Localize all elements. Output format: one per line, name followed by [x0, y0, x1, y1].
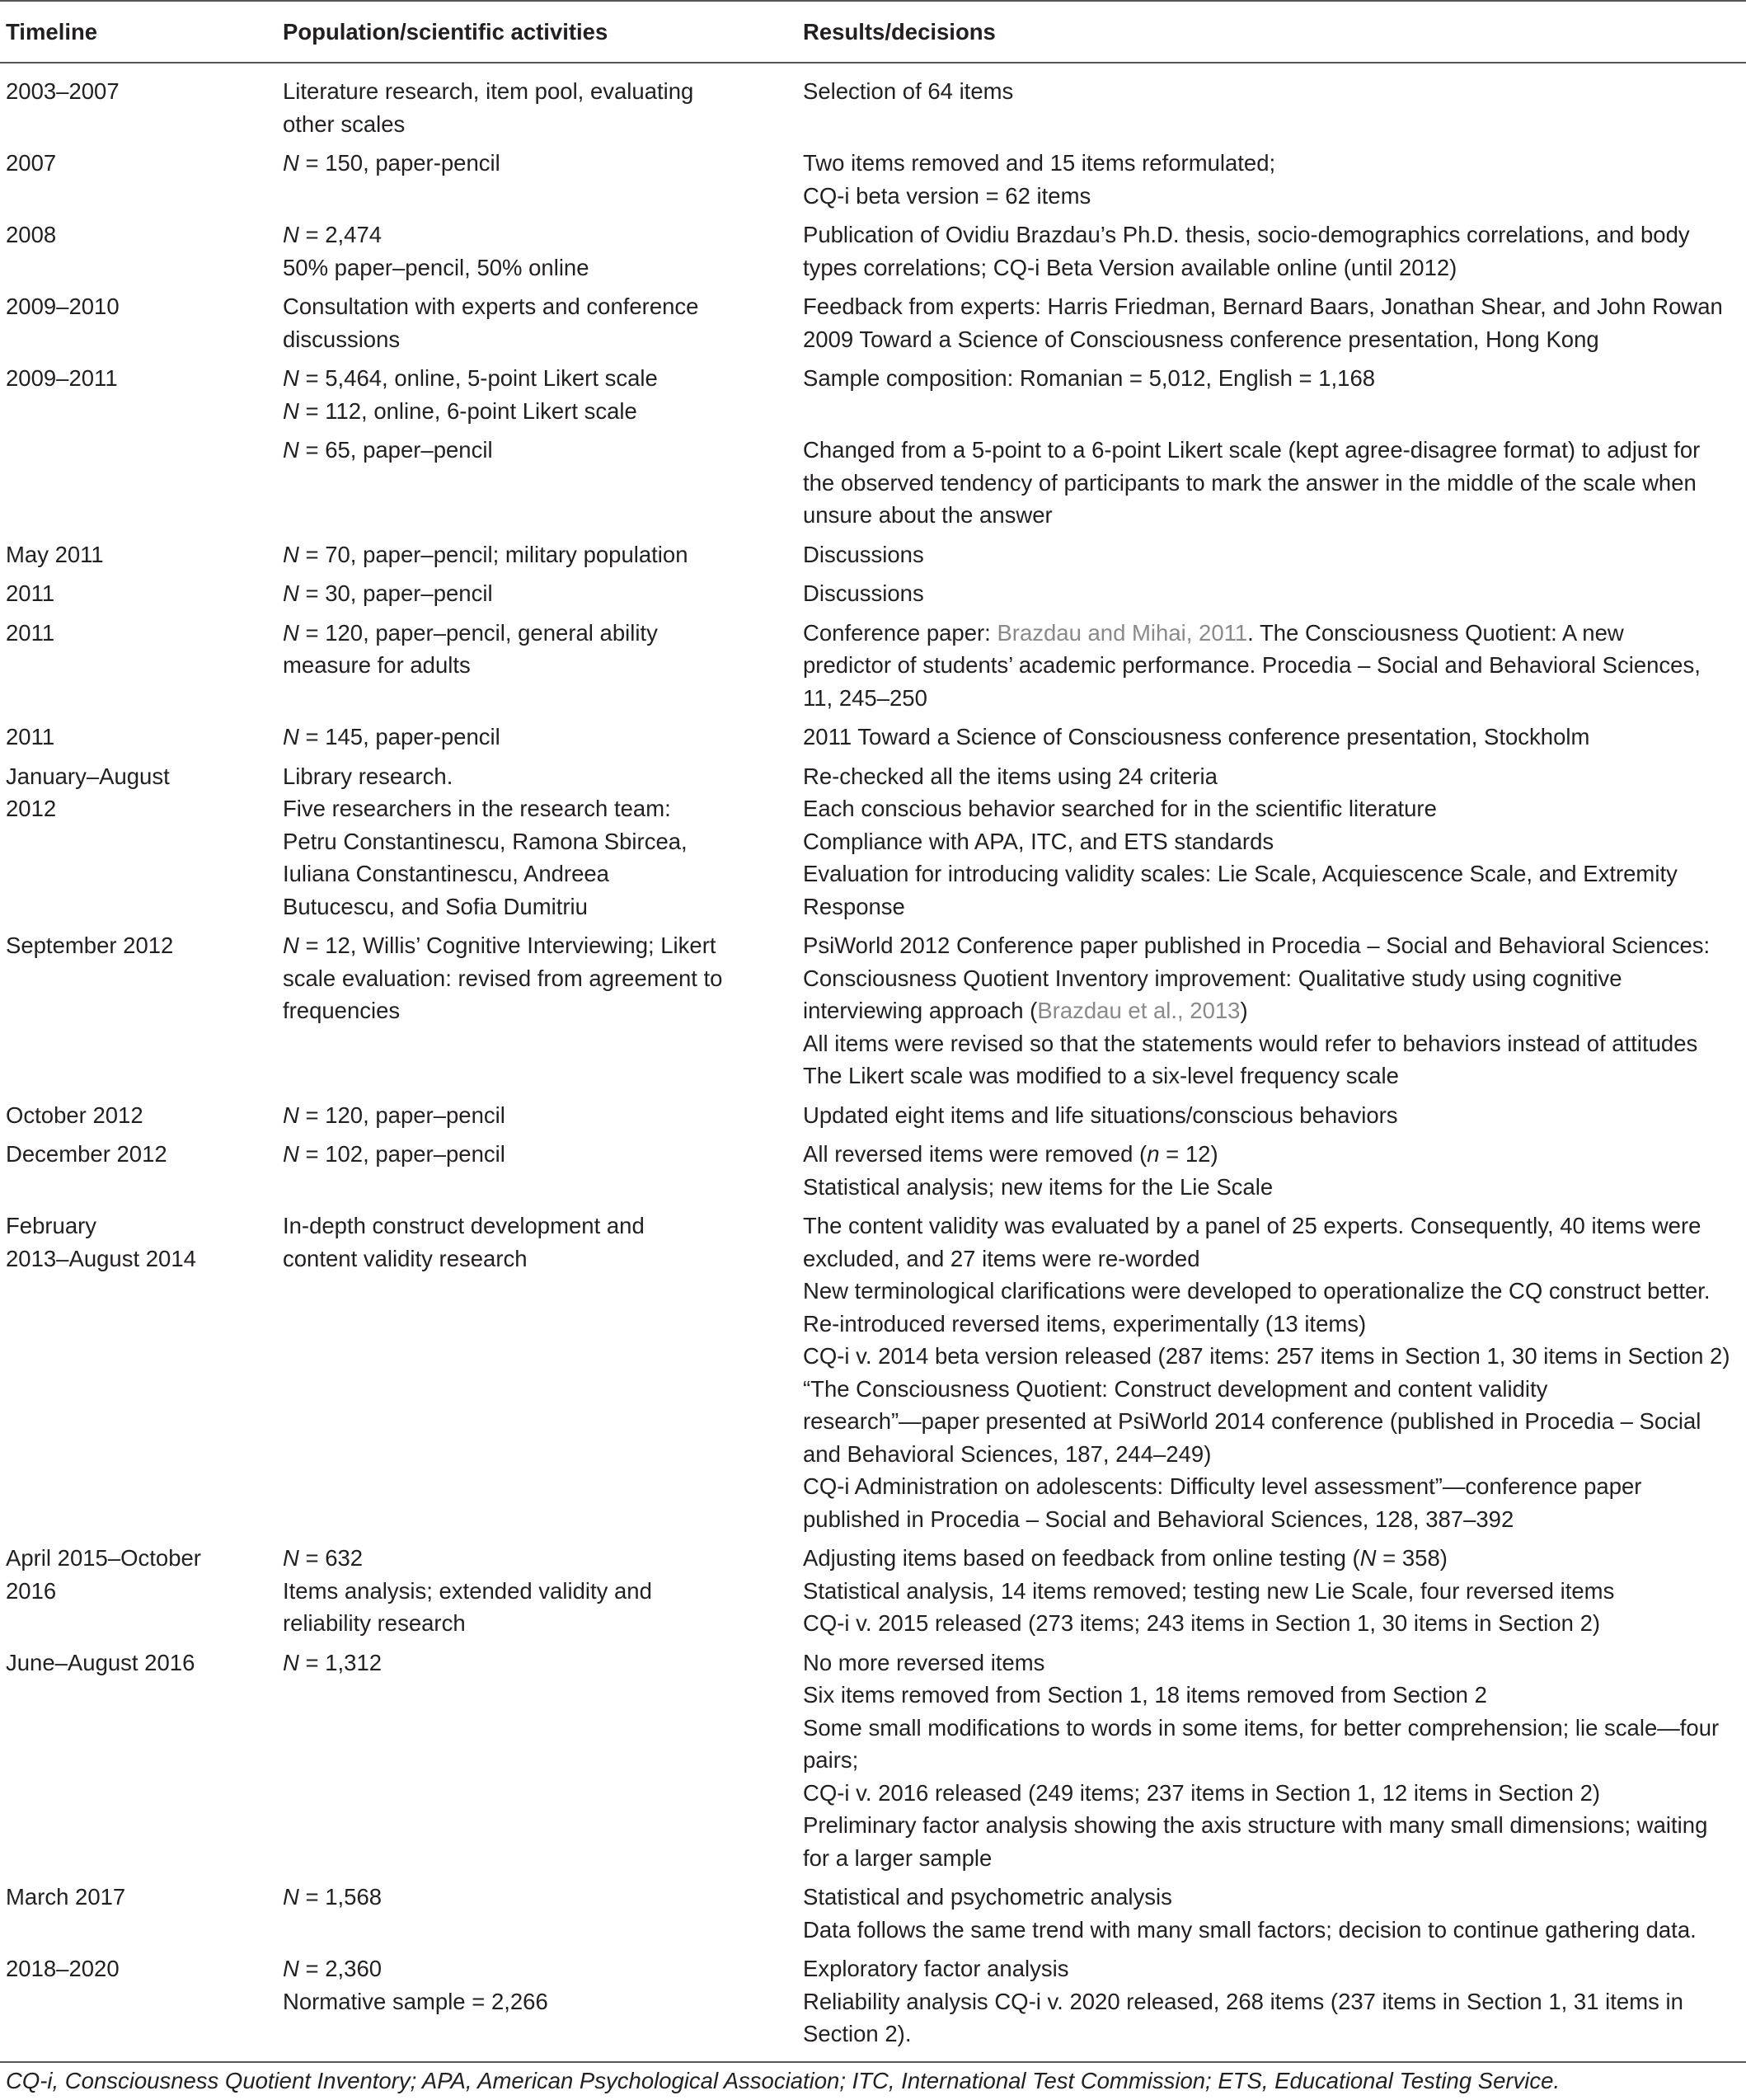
- results-cell: [797, 538, 1746, 578]
- table-row: [0, 929, 1746, 1099]
- results-cell: [797, 147, 1746, 218]
- results-cell: [797, 617, 1746, 721]
- cell-line: 2013–August 2014: [6, 1245, 196, 1271]
- cell-line: No more reversed items: [803, 1649, 1045, 1675]
- cell-line: Publication of Ovidiu Brazdau’s Ph.D. thesis, socio-demographics correlations, and body: [803, 222, 1690, 247]
- cell-line: Evaluation for introducing validity scales: Lie Scale, Acquiescence Scale, and Extremity: [803, 861, 1678, 886]
- table-body: [0, 63, 1746, 2057]
- cell-line: The content validity was evaluated by a panel of 25 experts. Consequently, 40 items were: [803, 1213, 1701, 1238]
- population-cell: [277, 1952, 797, 2057]
- population-cell: [277, 1542, 797, 1647]
- cell-line: CQ-i Administration on adolescents: Difficulty level assessment”—conference paper: [803, 1473, 1642, 1499]
- cell-line: Two items removed and 15 items reformulated;: [803, 150, 1276, 176]
- table-row: [0, 434, 1746, 538]
- population-cell: [277, 362, 797, 434]
- cell-line: June–August 2016: [6, 1649, 195, 1675]
- population-cell: [277, 218, 797, 290]
- cell-line: Statistical analysis; new items for the Lie Scale: [803, 1173, 1274, 1200]
- cell-line: Discussions: [803, 541, 924, 567]
- cell-line: N = 120, paper–pencil: [283, 1102, 505, 1128]
- cell-line: predictor of students’ academic performance. Procedia – Social and Behavioral Sciences,: [803, 652, 1701, 678]
- cell-line: Sample composition: Romanian = 5,012, English = 1,168: [803, 365, 1376, 391]
- table-row: [0, 538, 1746, 578]
- cell-line: February: [6, 1213, 97, 1238]
- cell-line: 2003–2007: [6, 78, 120, 104]
- timeline-cell: [0, 721, 277, 760]
- cell-line: Literature research, item pool, evaluating: [283, 78, 694, 104]
- timeline-cell: [0, 1952, 277, 2057]
- cell-line: N = 102, paper–pencil: [283, 1141, 505, 1167]
- results-cell: [797, 721, 1746, 760]
- cell-line: CQ-i v. 2016 released (249 items; 237 items in Section 1, 12 items in Section 2): [803, 1779, 1601, 1806]
- cell-line: 2009 Toward a Science of Consciousness conference presentation, Hong Kong: [803, 326, 1599, 352]
- cell-line: April 2015–October: [6, 1545, 201, 1571]
- results-cell: [797, 760, 1746, 930]
- timeline-cell: [0, 617, 277, 721]
- cell-line: The Likert scale was modified to a six-level frequency scale: [803, 1063, 1399, 1088]
- table-header: [0, 1, 1746, 63]
- header-timeline: Timeline: [0, 1, 277, 63]
- timeline-cell: [0, 1138, 277, 1210]
- timeline-cell: [0, 434, 277, 538]
- cell-line: Each conscious behavior searched for in the scientific literature: [803, 796, 1437, 821]
- cell-line: Preliminary factor analysis showing the axis structure with many small dimensions; waiting: [803, 1812, 1708, 1838]
- cell-line: and Behavioral Sciences, 187, 244–249): [803, 1440, 1212, 1467]
- cell-line: Feedback from experts: Harris Friedman, Bernard Baars, Jonathan Shear, and John Rowan: [803, 294, 1723, 319]
- table-row: [0, 1647, 1746, 1882]
- cell-line: the observed tendency of participants to mark the answer in the middle of the scale when: [803, 469, 1697, 496]
- cell-line: frequencies: [283, 998, 401, 1023]
- table-row: [0, 218, 1746, 290]
- cell-line: N = 2,360: [283, 1956, 383, 1981]
- table-row: [0, 1952, 1746, 2057]
- cell-line: 2009–2010: [6, 294, 120, 319]
- results-cell: [797, 577, 1746, 617]
- timeline-cell: [0, 63, 277, 147]
- cell-line: Re-introduced reversed items, experimentally (13 items): [803, 1310, 1367, 1337]
- population-cell: [277, 434, 797, 538]
- population-cell: [277, 538, 797, 578]
- cell-line: N = 12, Willis’ Cognitive Interviewing; Likert: [283, 933, 716, 958]
- cell-line: 2011: [6, 580, 55, 606]
- table-row: [0, 577, 1746, 617]
- timeline-cell: [0, 1099, 277, 1139]
- results-cell: [797, 290, 1746, 362]
- population-cell: [277, 929, 797, 1099]
- cell-line: content validity research: [283, 1245, 528, 1271]
- timeline-cell: [0, 218, 277, 290]
- population-cell: [277, 1647, 797, 1882]
- cell-line: Changed from a 5-point to a 6-point Likert scale (kept agree-disagree format) to adjust for: [803, 437, 1701, 463]
- population-cell: [277, 1210, 797, 1542]
- results-cell: [797, 1542, 1746, 1647]
- cell-line: pairs;: [803, 1747, 859, 1773]
- table-row: [0, 1881, 1746, 1952]
- cell-line: Six items removed from Section 1, 18 items removed from Section 2: [803, 1682, 1487, 1708]
- cell-line: unsure about the answer: [803, 502, 1053, 528]
- cell-line: Statistical and psychometric analysis: [803, 1884, 1172, 1910]
- cell-line: CQ-i beta version = 62 items: [803, 182, 1091, 209]
- cell-line: N = 5,464, online, 5-point Likert scale: [283, 365, 658, 391]
- cell-line: research”—paper presented at PsiWorld 2014 conference (published in Procedia – Social: [803, 1408, 1701, 1434]
- cell-line: In-depth construct development and: [283, 1213, 645, 1238]
- timeline-cell: [0, 577, 277, 617]
- cell-line: N = 65, paper–pencil: [283, 437, 493, 463]
- results-cell: [797, 1138, 1746, 1210]
- cell-line: All reversed items were removed (n = 12): [803, 1141, 1218, 1167]
- cell-line: N = 70, paper–pencil; military population: [283, 541, 688, 567]
- cell-line: PsiWorld 2012 Conference paper published in Procedia – Social and Behavioral Sciences:: [803, 933, 1711, 958]
- table-row: [0, 760, 1746, 930]
- cell-line: excluded, and 27 items were re-worded: [803, 1245, 1200, 1271]
- cell-line: Conference paper: Brazdau and Mihai, 2011. The Consciousness Quotient: A new: [803, 619, 1624, 646]
- table-row: [0, 617, 1746, 721]
- cell-line: January–August: [6, 763, 170, 789]
- cell-line: Response: [803, 893, 905, 919]
- cell-line: 2008: [6, 222, 57, 247]
- cell-line: other scales: [283, 110, 406, 137]
- timeline-cell: [0, 929, 277, 1099]
- cell-line: CQ-i v. 2014 beta version released (287 items: 257 items in Section 1, 30 items in Section 2): [803, 1343, 1730, 1369]
- cell-line: Selection of 64 items: [803, 78, 1014, 104]
- population-cell: [277, 290, 797, 362]
- cell-line: N = 120, paper–pencil, general ability: [283, 619, 658, 646]
- cell-line: discussions: [283, 326, 401, 352]
- cell-line: Normative sample = 2,266: [283, 1988, 548, 2014]
- cell-line: for a larger sample: [803, 1844, 993, 1871]
- cell-line: interviewing approach (Brazdau et al., 2013): [803, 998, 1248, 1023]
- population-cell: [277, 577, 797, 617]
- cell-line: N = 112, online, 6-point Likert scale: [283, 397, 637, 424]
- population-cell: [277, 1881, 797, 1952]
- cell-line: December 2012: [6, 1141, 167, 1167]
- timeline-cell: [0, 362, 277, 434]
- cell-line: N = 1,312: [283, 1649, 383, 1675]
- timeline-cell: [0, 1542, 277, 1647]
- results-cell: [797, 1647, 1746, 1882]
- cell-line: Reliability analysis CQ-i v. 2020 released, 268 items (237 items in Section 1, 31 items in: [803, 1988, 1683, 2014]
- cell-line: 2011: [6, 619, 55, 646]
- cell-line: May 2011: [6, 541, 104, 567]
- population-cell: [277, 617, 797, 721]
- cell-line: published in Procedia – Social and Behavioral Sciences, 128, 387–392: [803, 1506, 1514, 1532]
- cell-line: Discussions: [803, 580, 924, 606]
- cell-line: Re-checked all the items using 24 criteria: [803, 763, 1218, 789]
- results-cell: [797, 434, 1746, 538]
- header-population: Population/scientific activities: [277, 1, 797, 63]
- cell-line: 2007: [6, 150, 57, 176]
- cell-line: N = 632: [283, 1545, 364, 1571]
- population-cell: [277, 1099, 797, 1139]
- cell-line: 2016: [6, 1577, 57, 1604]
- timeline-cell: [0, 1647, 277, 1882]
- cell-line: Five researchers in the research team:: [283, 796, 671, 821]
- results-cell: [797, 929, 1746, 1099]
- cell-line: Petru Constantinescu, Ramona Sbircea,: [283, 828, 688, 854]
- table-row: [0, 1099, 1746, 1139]
- timeline-cell: [0, 147, 277, 218]
- population-cell: [277, 147, 797, 218]
- cell-line: Butucescu, and Sofia Dumitriu: [283, 893, 588, 919]
- cell-line: Items analysis; extended validity and: [283, 1577, 652, 1604]
- cell-line: 50% paper–pencil, 50% online: [283, 254, 589, 280]
- timeline-cell: [0, 1881, 277, 1952]
- cell-line: 2011 Toward a Science of Consciousness conference presentation, Stockholm: [803, 724, 1590, 749]
- cell-line: scale evaluation: revised from agreement to: [283, 965, 723, 991]
- header-row: [0, 1, 1746, 63]
- cell-line: Updated eight items and life situations/conscious behaviors: [803, 1102, 1398, 1128]
- timeline-cell: [0, 760, 277, 930]
- cell-line: Statistical analysis, 14 items removed; testing new Lie Scale, four reversed items: [803, 1577, 1615, 1604]
- cell-line: CQ-i v. 2015 released (273 items; 243 items in Section 1, 30 items in Section 2): [803, 1610, 1601, 1636]
- cell-line: measure for adults: [283, 652, 471, 678]
- cell-line: “The Consciousness Quotient: Construct development and content validity: [803, 1375, 1548, 1402]
- timeline-cell: [0, 538, 277, 578]
- table-row: [0, 1542, 1746, 1647]
- cell-line: Some small modifications to words in some items, for better comprehension; lie scale—four: [803, 1714, 1720, 1741]
- cell-line: Exploratory factor analysis: [803, 1956, 1069, 1981]
- cell-line: 11, 245–250: [803, 684, 927, 711]
- table-row: [0, 362, 1746, 434]
- cell-line: N = 2,474: [283, 222, 383, 247]
- results-cell: [797, 1099, 1746, 1139]
- header-results: Results/decisions: [797, 1, 1746, 63]
- cell-line: Consultation with experts and conference: [283, 294, 699, 319]
- table-row: [0, 1138, 1746, 1210]
- cell-line: N = 30, paper–pencil: [283, 580, 493, 606]
- footer-rule: [0, 2061, 1746, 2063]
- cell-line: Data follows the same trend with many small factors; decision to continue gathering data.: [803, 1916, 1697, 1943]
- cell-line: Compliance with APA, ITC, and ETS standards: [803, 828, 1274, 854]
- cell-line: 2011: [6, 724, 55, 749]
- cell-line: Section 2).: [803, 2021, 912, 2046]
- cell-line: N = 150, paper-pencil: [283, 150, 500, 176]
- cell-line: All items were revised so that the statements would refer to behaviors instead of attitudes: [803, 1030, 1698, 1056]
- cell-line: reliability research: [283, 1610, 466, 1636]
- results-cell: [797, 218, 1746, 290]
- population-cell: [277, 760, 797, 930]
- cell-line: Adjusting items based on feedback from online testing (N = 358): [803, 1545, 1448, 1571]
- cell-line: March 2017: [6, 1884, 126, 1910]
- cell-line: Iuliana Constantinescu, Andreea: [283, 861, 609, 886]
- cell-line: 2012: [6, 796, 57, 821]
- cell-line: 2018–2020: [6, 1956, 120, 1981]
- results-cell: [797, 1210, 1746, 1542]
- results-cell: [797, 63, 1746, 147]
- table-row: [0, 721, 1746, 760]
- cell-line: N = 1,568: [283, 1884, 383, 1910]
- timeline-cell: [0, 290, 277, 362]
- population-cell: [277, 721, 797, 760]
- results-cell: [797, 362, 1746, 434]
- cell-line: September 2012: [6, 933, 174, 958]
- table-row: [0, 63, 1746, 147]
- population-cell: [277, 63, 797, 147]
- cell-line: October 2012: [6, 1102, 143, 1128]
- cell-line: New terminological clarifications were developed to operationalize the CQ construct better.: [803, 1278, 1711, 1304]
- cell-line: N = 145, paper-pencil: [283, 724, 500, 749]
- cell-line: types correlations; CQ-i Beta Version available online (until 2012): [803, 254, 1457, 280]
- results-cell: [797, 1881, 1746, 1952]
- cell-line: Consciousness Quotient Inventory improvement: Qualitative study using cognitive: [803, 965, 1622, 991]
- table-row: [0, 290, 1746, 362]
- table-footnote: CQ-i, Consciousness Quotient Inventory; APA, American Psychological Association; ITC, International Test Commission; ETS, Educational Testing Service.: [6, 2068, 1561, 2093]
- table-row: [0, 1210, 1746, 1542]
- cell-line: 2009–2011: [6, 365, 118, 391]
- timeline-cell: [0, 1210, 277, 1542]
- population-cell: [277, 1138, 797, 1210]
- cell-line: Library research.: [283, 763, 453, 789]
- table-row: [0, 147, 1746, 218]
- results-cell: [797, 1952, 1746, 2057]
